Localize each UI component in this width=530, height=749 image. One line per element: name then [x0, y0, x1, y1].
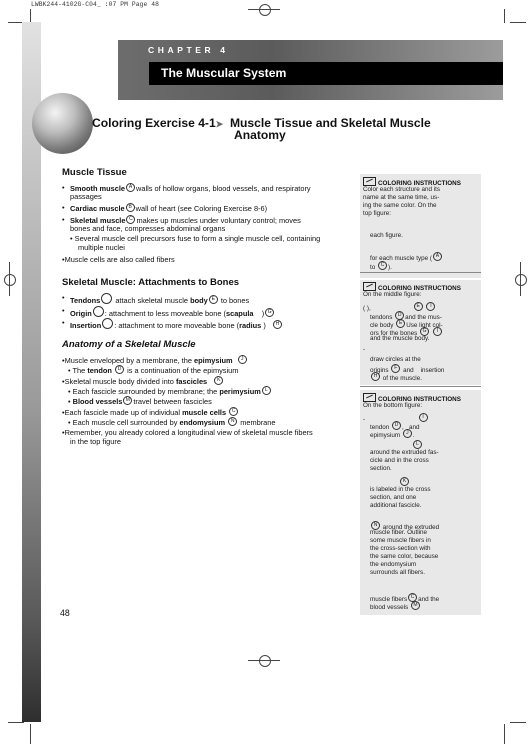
panel-text: N around the extruded	[370, 521, 439, 532]
panel-text: to C ).	[370, 262, 392, 271]
panel-text: ( ), E I	[363, 302, 436, 313]
panel-text: and the muscle body.	[370, 335, 430, 342]
list-item-cont: passages	[70, 192, 102, 201]
list-item: • Origin : attachment to less moveable bone (scapula ) G	[70, 306, 275, 318]
panel-text: tendon D , and	[370, 422, 420, 431]
panel-text: around the extruded fas-	[370, 449, 439, 456]
panel-text: Color each structure and its	[363, 186, 440, 193]
panel-text: is labeled in the cross	[370, 486, 431, 493]
panel-text: cicle and in the cross	[370, 457, 429, 464]
list-subitem: • Each fascicle surrounded by membrane; the perimysium L	[68, 386, 272, 396]
panel-text: section, and one	[370, 494, 417, 501]
panel-text: for each muscle type ( A	[370, 252, 443, 263]
section-heading-anatomy: Anatomy of a Skeletal Muscle	[62, 339, 196, 350]
list-item: • Insertion : attachment to more moveable bone (radius ) H	[70, 318, 283, 330]
list-subitem: • Each muscle cell surrounded by endomysium N membrane	[68, 418, 276, 427]
list-item: • Skeletal muscle C makes up muscles under voluntary control; moves	[62, 215, 301, 225]
crop-mark	[504, 9, 505, 23]
print-slug: LWBK244-4102G-C04_ :07 PM Page 48	[31, 1, 159, 8]
panel-text: some muscle fibers in	[370, 537, 431, 544]
panel-text: On the middle figure:	[363, 291, 422, 298]
exercise-title-line1: Muscle Tissue and Skeletal Muscle	[229, 116, 431, 130]
list-item-cont: bones and face, compresses abdominal organs	[70, 224, 226, 233]
panel-text: ing the same color. On the	[363, 202, 437, 209]
panel-text: K	[399, 477, 410, 488]
panel-text: each figure.	[370, 232, 403, 239]
decorative-sphere-icon	[32, 93, 93, 154]
panel-text: top figure:	[363, 210, 392, 217]
panel-text: muscle fiber. Outline	[370, 529, 428, 536]
section-heading-attachments: Skeletal Muscle: Attachments to Bones	[62, 277, 240, 288]
crop-mark	[248, 660, 280, 661]
panel-text: On the bottom figure:	[363, 402, 423, 409]
panel-text: the cross-section with	[370, 545, 431, 552]
list-item-cont: in the top figure	[70, 437, 121, 446]
crop-mark	[9, 262, 10, 296]
pencil-icon	[363, 282, 376, 291]
panel-text: the endomysium	[370, 561, 417, 568]
registration-mark-icon	[259, 4, 271, 16]
panel-text: cle body E Use light col-	[370, 320, 443, 329]
panel-text: - I	[363, 413, 429, 424]
page-number: 48	[60, 608, 70, 618]
panel-text: L	[412, 440, 423, 451]
pencil-icon	[363, 177, 376, 186]
list-subitem: • Several muscle cell precursors fuse to form a single muscle cell, containing	[70, 234, 321, 243]
panel-text: ors for the bones G I	[370, 327, 443, 338]
pencil-icon	[363, 393, 376, 402]
panel-text: origins F and insertion	[370, 365, 445, 374]
list-item: •Muscle cells are also called fibers	[62, 255, 175, 264]
panel-text: additional fascicle.	[370, 502, 422, 509]
panel-text: epimysium J .	[370, 430, 415, 439]
list-subitem: • Blood vessels M travel between fascicles	[68, 397, 212, 406]
section-heading-muscle-tissue: Muscle Tissue	[62, 167, 127, 178]
crop-mark	[510, 722, 526, 723]
crop-mark	[30, 9, 31, 23]
list-item: •Remember, you already colored a longitudinal view of skeletal muscle fibers	[62, 428, 313, 437]
registration-mark-icon	[515, 274, 527, 286]
panel-text: name at the same time, us-	[363, 194, 440, 201]
arrow-icon: ➤	[215, 119, 224, 129]
panel-text: H of the muscle.	[370, 372, 422, 383]
list-item: •Skeletal muscle body divided into fascicles K	[62, 376, 224, 386]
list-item: • Cardiac muscle B wall of heart (see Coloring Exercise 8-6)	[62, 203, 268, 213]
coloring-instructions-heading: COLORING INSTRUCTIONS	[363, 177, 461, 187]
coloring-instructions-heading: COLORING INSTRUCTIONS	[363, 282, 461, 292]
coloring-instructions-heading: COLORING INSTRUCTIONS	[363, 393, 461, 403]
crop-mark	[504, 724, 505, 744]
list-subitem-cont: multiple nuclei	[78, 243, 125, 252]
crop-mark	[520, 262, 521, 296]
crop-mark	[248, 9, 280, 10]
panel-text: section.	[370, 465, 392, 472]
registration-mark-icon	[259, 655, 271, 667]
chapter-label: CHAPTER 4	[148, 45, 229, 55]
panel-text: surrounds all fibers.	[370, 569, 425, 576]
panel-text: draw circles at the	[370, 356, 421, 363]
panel-text: -	[363, 346, 366, 353]
panel-text: blood vessels M	[370, 601, 421, 612]
panel-text: the same color, because	[370, 553, 439, 560]
crop-mark	[8, 722, 24, 723]
divider	[360, 272, 481, 273]
chapter-title: The Muscular System	[161, 66, 287, 80]
divider	[360, 386, 481, 387]
crop-mark	[30, 724, 31, 744]
exercise-title-line2: Anatomy	[234, 128, 286, 142]
panel-text: tendons D and the mus-	[370, 312, 442, 321]
list-item: • Tendons attach skeletal muscle body E to bones	[62, 293, 250, 305]
crop-mark	[510, 22, 526, 23]
exercise-label: Coloring Exercise 4-1	[92, 116, 216, 130]
panel-text: muscle fibers C and the	[370, 594, 440, 603]
list-item: •Muscle enveloped by a membrane, the epimysium J	[62, 355, 248, 365]
list-subitem: • The tendon D is a continuation of the epimysium	[68, 366, 239, 375]
list-item: •Each fascicle made up of individual muscle cells C	[62, 407, 239, 417]
list-item: • Smooth muscle A walls of hollow organs, blood vessels, and respiratory	[62, 183, 311, 193]
registration-mark-icon	[4, 274, 16, 286]
